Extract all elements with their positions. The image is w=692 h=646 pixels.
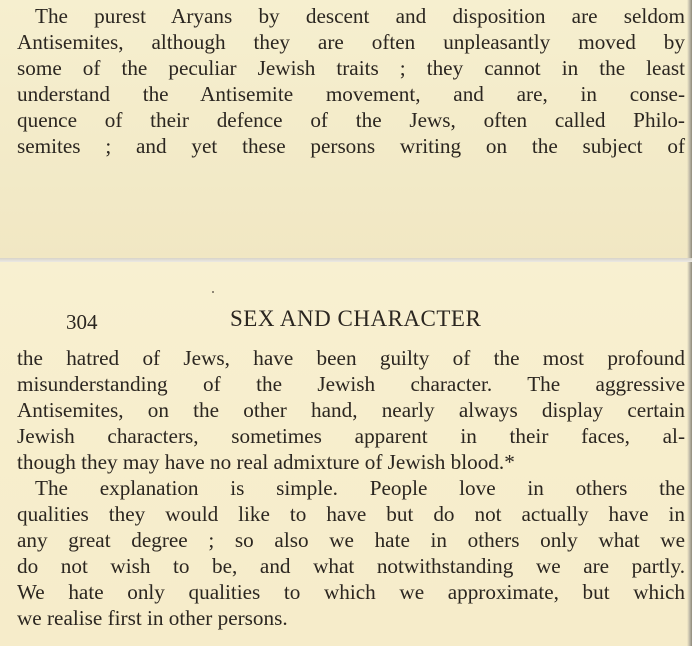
text-line: do not wish to be, and what notwithstanding we are partly. <box>17 554 685 578</box>
page-header <box>0 306 692 336</box>
text-line: understand the Antisemite movement, and are, in conse- <box>17 82 685 106</box>
page-number: 304 <box>66 310 98 334</box>
text-line: Antisemites, on the other hand, nearly always display certain <box>17 398 685 422</box>
lower-page-fragment <box>0 262 692 646</box>
text-line: misunderstanding of the Jewish character. The aggressive <box>17 372 685 396</box>
upper-page-fragment <box>0 0 692 258</box>
running-head: SEX AND CHARACTER <box>230 306 482 331</box>
page-edge-shadow <box>687 0 692 258</box>
text-line: quence of their defence of the Jews, often called Philo- <box>17 108 685 132</box>
text-line: some of the peculiar Jewish traits ; they cannot in the least <box>17 56 685 80</box>
text-line: the hatred of Jews, have been guilty of the most profound <box>17 346 685 370</box>
text-line: The purest Aryans by descent and disposition are seldom <box>35 4 685 28</box>
text-line: though they may have no real admixture of Jewish blood.* <box>17 450 515 474</box>
text-line: Jewish characters, sometimes apparent in their faces, al- <box>17 424 685 448</box>
upper-page-paragraph <box>17 3 685 159</box>
page-edge-shadow <box>687 262 692 646</box>
text-line: we realise first in other persons. <box>17 606 288 630</box>
lower-page-body <box>17 345 685 631</box>
text-line: Antisemites, although they are often unpleasantly moved by <box>17 30 685 54</box>
paper-speck <box>212 291 214 293</box>
text-line: any great degree ; so also we hate in others only what we <box>17 528 685 552</box>
text-line: qualities they would like to have but do not actually have in <box>17 502 685 526</box>
text-line: The explanation is simple. People love in others the <box>35 476 685 500</box>
text-line: We hate only qualities to which we approximate, but which <box>17 580 685 604</box>
text-line: semites ; and yet these persons writing on the subject of <box>17 134 685 158</box>
